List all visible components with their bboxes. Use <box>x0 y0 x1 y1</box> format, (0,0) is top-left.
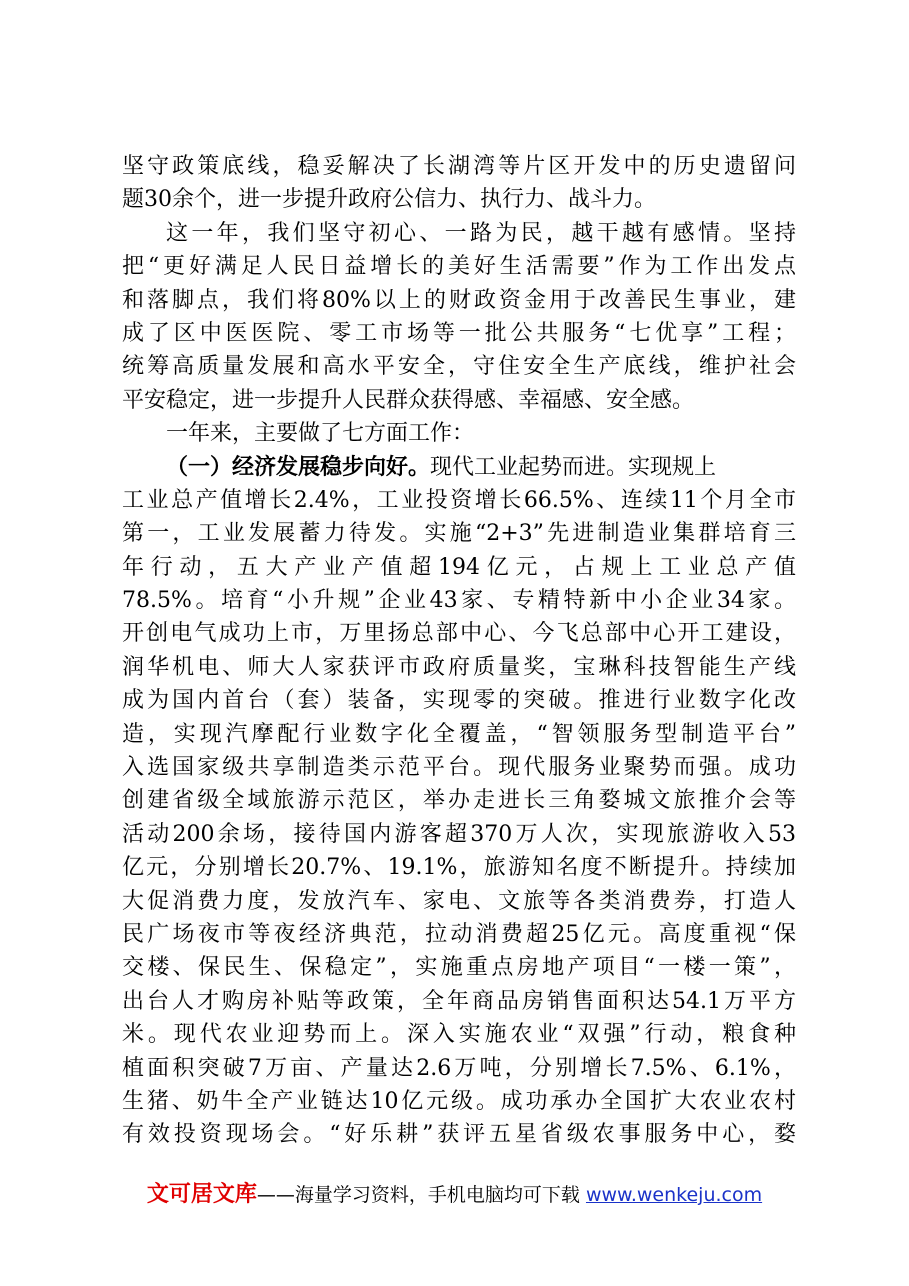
text-line: 成为国内首台（套）装备，实现零的突破。推进行业数字化改 <box>122 688 796 714</box>
text-line: 创建省级全域旅游示范区，举办走进长三角婺城文旅推介会等 <box>122 788 796 814</box>
text-line: 把“更好满足人民日益增长的美好生活需要”作为工作出发点 <box>122 254 796 280</box>
text-line: 一年来，主要做了七方面工作： <box>166 421 475 447</box>
document-body <box>122 150 796 1152</box>
text-line: 生猪、奶牛全产业链达10亿元级。成功承办全国扩大农业农村 <box>122 1088 796 1114</box>
brand-name: 文可居文库 <box>146 1182 257 1207</box>
text-line: 统筹高质量发展和高水平安全，守住安全生产底线，维护社会 <box>122 354 796 380</box>
website-link[interactable]: www.wenkeju.com <box>585 1184 763 1206</box>
text-line: 入选国家级共享制造类示范平台。现代服务业聚势而强。成功 <box>122 755 796 781</box>
text-line: 第一，工业发展蓄力待发。实施“2+3”先进制造业集群培育三 <box>122 521 796 547</box>
text-line: 坚守政策底线，稳妥解决了长湖湾等片区开发中的历史遗留问 <box>122 154 796 179</box>
text-line: 年行动，五大产业产值超194亿元，占规上工业总产值 <box>122 554 796 580</box>
text-line: 开创电气成功上市，万里扬总部中心、今飞总部中心开工建设， <box>122 621 796 647</box>
text-line: 民广场夜市等夜经济典范，拉动消费超25亿元。高度重视“保 <box>122 921 796 947</box>
text-line: 成了区中医医院、零工市场等一批公共服务“七优享”工程； <box>122 320 796 346</box>
text-line: 平安稳定，进一步提升人民群众获得感、幸福感、安全感。 <box>122 387 695 413</box>
text-line: 亿元，分别增长20.7%、19.1%，旅游知名度不断提升。持续加 <box>122 855 796 881</box>
text-line: 交楼、保民生、保稳定”，实施重点房地产项目“一楼一策”， <box>122 955 796 981</box>
text-line: 植面积突破7万亩、产量达2.6万吨，分别增长7.5%、6.1%， <box>122 1055 796 1081</box>
text-line: 有效投资现场会。“好乐耕”获评五星省级农事服务中心，婺 <box>122 1122 796 1148</box>
text-line: 这一年，我们坚守初心、一路为民，越干越有感情。坚持 <box>166 220 796 246</box>
text-run: 现代工业起势而进。实现规上 <box>430 454 717 480</box>
text-line: 78.5%。培育“小升规”企业43家、专精特新中小企业34家。 <box>122 588 796 614</box>
footer-slogan: ——海量学习资料，手机电脑均可下载 <box>256 1184 580 1206</box>
text-line: 工业总产值增长2.4%，工业投资增长66.5%、连续11个月全市 <box>122 487 796 513</box>
text-line: 和落脚点，我们将80%以上的财政资金用于改善民生事业，建 <box>122 287 796 313</box>
text-line: 米。现代农业迎势而上。深入实施农业“双强”行动，粮食种 <box>122 1022 796 1048</box>
text-line: 出台人才购房补贴等政策，全年商品房销售面积达54.1万平方 <box>122 988 796 1014</box>
text-line: 题30余个，进一步提升政府公信力、执行力、战斗力。 <box>122 187 656 213</box>
page-footer <box>0 1180 909 1210</box>
section-heading-line <box>122 451 796 484</box>
section-heading: （一）经济发展稳步向好。 <box>166 453 431 480</box>
text-line: 活动200余场，接待国内游客超370万人次，实现旅游收入53 <box>122 821 796 847</box>
text-line: 造，实现汽摩配行业数字化全覆盖，“智领服务型制造平台” <box>122 721 796 747</box>
text-line: 大促消费力度，发放汽车、家电、文旅等各类消费券，打造人 <box>122 888 796 914</box>
text-line: 润华机电、师大人家获评市政府质量奖，宝琳科技智能生产线 <box>122 654 796 680</box>
